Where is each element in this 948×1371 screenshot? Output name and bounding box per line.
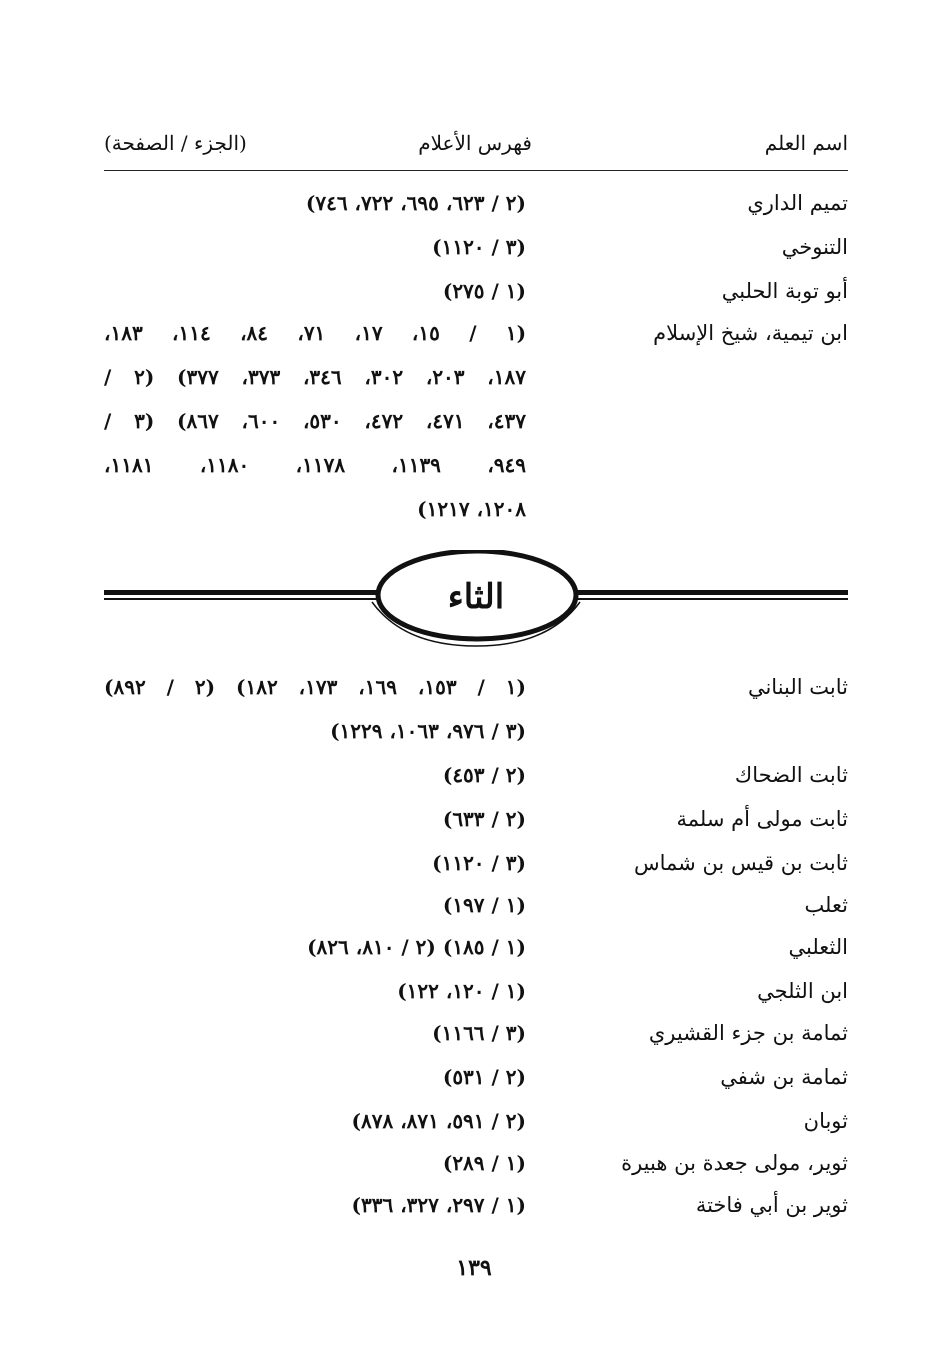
index-entry xyxy=(104,230,848,266)
entry-name: ثابت الضحاك xyxy=(734,763,848,787)
entry-name: تميم الداري xyxy=(747,191,848,215)
entry-name: ثابت مولى أم سلمة xyxy=(676,807,848,831)
entry-refs: (٣ / ١١٢٠) xyxy=(432,235,526,259)
index-entry xyxy=(104,1104,848,1140)
index-entry xyxy=(104,974,848,1010)
index-entry xyxy=(104,670,848,706)
index-entry-continuation xyxy=(104,714,848,750)
index-entry xyxy=(104,274,848,310)
entry-name: أبو توبة الحلبي xyxy=(721,279,848,303)
entry-refs: (٢ / ٥٣١) xyxy=(442,1065,526,1089)
entry-refs: (١ / ١٨٥) (٢ / ٨١٠، ٨٢٦) xyxy=(307,935,526,959)
entry-name: ثعلب xyxy=(804,893,848,917)
index-entry xyxy=(104,1188,848,1224)
entry-refs: (٢ / ٥٩١، ٨٧١، ٨٧٨) xyxy=(351,1109,526,1133)
index-entry xyxy=(104,758,848,794)
index-entry xyxy=(104,1146,848,1182)
index-entry-continuation xyxy=(104,360,848,396)
entry-refs: (١ / ١٥٣، ١٦٩، ١٧٣، ١٨٢) (٢ / ٨٩٢) xyxy=(104,675,526,699)
index-entry-continuation xyxy=(104,404,848,440)
entry-refs: ١٢٠٨، ١٢١٧) xyxy=(417,497,526,521)
entry-name: ثوبان xyxy=(803,1109,848,1133)
entry-refs: ١٨٧، ٢٠٣، ٣٠٢، ٣٤٦، ٣٧٣، ٣٧٧) (٢ / xyxy=(104,365,526,389)
index-entry xyxy=(104,316,848,352)
page-number: ١٣٩ xyxy=(456,1255,492,1281)
entry-name: ابن الثلجي xyxy=(757,979,848,1003)
index-entry xyxy=(104,1016,848,1052)
entry-name: التنوخي xyxy=(781,235,848,259)
header-title: فهرس الأعلام xyxy=(418,131,532,155)
entry-refs: (٣ / ١١٢٠) xyxy=(432,851,526,875)
section-title: الثاء xyxy=(447,577,505,617)
entry-refs: (١ / ١٩٧) xyxy=(442,893,526,917)
entry-refs: (١ / ٢٧٥) xyxy=(442,279,526,303)
index-entry xyxy=(104,846,848,882)
entry-refs: (٢ / ٤٥٣) xyxy=(442,763,526,787)
entry-name: ثابت البناني xyxy=(747,675,848,699)
entry-refs: (١ / ٢٩٧، ٣٢٧، ٣٣٦) xyxy=(351,1193,526,1217)
entry-name: الثعلبي xyxy=(788,935,848,959)
entry-refs: (١ / ٢٨٩) xyxy=(442,1151,526,1175)
index-entry xyxy=(104,930,848,966)
header-name-column: اسم العلم xyxy=(764,131,848,155)
entry-name: ثابت بن قيس بن شماس xyxy=(634,851,848,875)
entry-name: ثوير بن أبي فاختة xyxy=(695,1193,848,1217)
entry-refs: ٤٣٧، ٤٧١، ٤٧٢، ٥٣٠، ٦٠٠، ٨٦٧) (٣ / xyxy=(104,409,526,433)
header-ref-column: (الجزء / الصفحة) xyxy=(104,131,247,155)
entry-refs: (٢ / ٦٣٣) xyxy=(442,807,526,831)
entry-name: ثمامة بن جزء القشيري xyxy=(648,1021,848,1045)
entry-refs: ٩٤٩، ١١٣٩، ١١٧٨، ١١٨٠، ١١٨١، xyxy=(104,453,527,477)
entry-refs: (٣ / ٩٧٦، ١٠٦٣، ١٢٢٩) xyxy=(330,719,526,743)
index-entry xyxy=(104,888,848,924)
entry-name: ابن تيمية، شيخ الإسلام xyxy=(653,321,848,345)
entry-name: ثمامة بن شفي xyxy=(720,1065,848,1089)
entry-refs: (٣ / ١١٦٦) xyxy=(432,1021,526,1045)
entry-name: ثوير، مولى جعدة بن هبيرة xyxy=(621,1151,848,1175)
index-entry xyxy=(104,1060,848,1096)
entry-refs: (١ / ١٥، ١٧، ٧١، ٨٤، ١١٤، ١٨٣، xyxy=(104,321,527,345)
entry-refs: (٢ / ٦٢٣، ٦٩٥، ٧٢٢، ٧٤٦) xyxy=(305,191,526,215)
entry-refs: (١ / ١٢٠، ١٢٢) xyxy=(397,979,526,1003)
header-rule xyxy=(104,170,848,171)
index-entry-continuation xyxy=(104,492,848,528)
index-entry xyxy=(104,186,848,222)
column-header xyxy=(104,128,848,162)
section-divider xyxy=(104,550,848,650)
index-entry-continuation xyxy=(104,448,848,484)
index-entry xyxy=(104,802,848,838)
